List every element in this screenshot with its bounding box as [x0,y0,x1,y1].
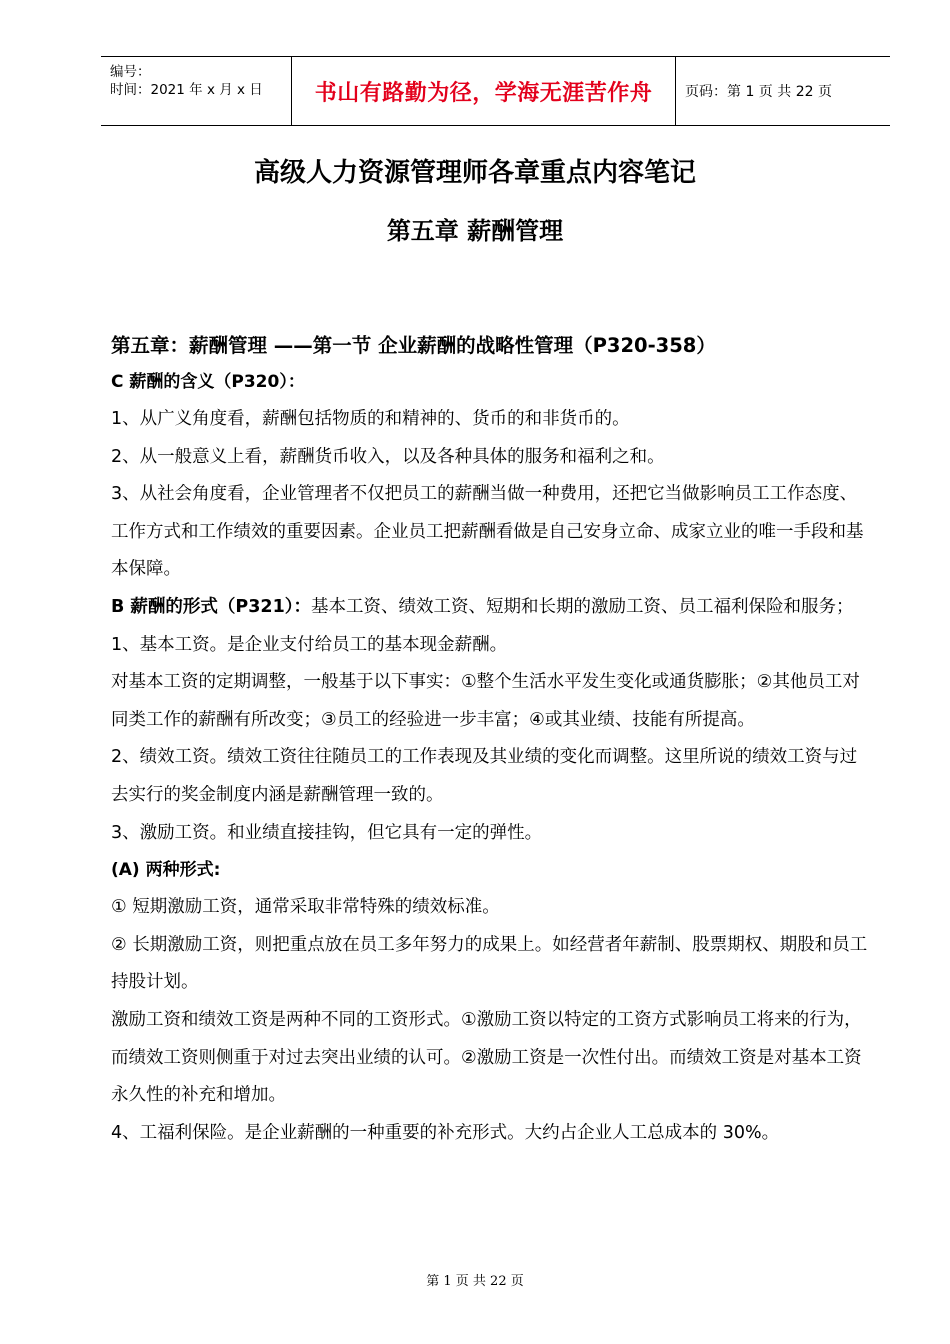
paragraph: 4、工福利保险。是企业薪酬的一种重要的补充形式。大约占企业人工总成本的 30%。 [111,1122,780,1143]
document-body [111,328,871,1152]
page-footer: 第 1 页 共 22 页 [426,1274,524,1289]
document-title: 高级人力资源管理师各章重点内容笔记 [253,158,696,188]
meaning-heading: C 薪酬的含义（P320）： [111,372,305,392]
section-heading: 第五章：薪酬管理 ——第一节 企业薪酬的战略性管理（P320-358） [111,334,716,357]
paragraph: 对基本工资的定期调整，一般基于以下事实：①整个生活水平发生变化或通货膨胀；②其他员工对同类工作的薪酬有所改变；③员工的经验进一步丰富；④或其业绩、技能有所提高。 [111,672,860,730]
header-page-info: 页码：第 1 页 共 22 页 [685,84,832,100]
paragraph: 2、绩效工资。绩效工资往往随员工的工作表现及其业绩的变化而调整。这里所说的绩效工资与过去实行的奖金制度内涵是薪酬管理一致的。 [111,747,858,805]
forms-heading: B 薪酬的形式（P321）： [111,596,312,617]
paragraph: 1、从广义角度看，薪酬包括物质的和精神的、货币的和非货币的。 [111,409,630,429]
header-table [101,56,890,126]
paragraph: 3、从社会角度看，企业管理者不仅把员工的薪酬当做一种费用，还把它当做影响员工工作态度、工作方式和工作绩效的重要因素。企业员工把薪酬看做是自己安身立命、成家立业的唯一手段和基本保障。 [111,484,864,580]
forms-paragraph [111,589,871,627]
header-divider [675,57,676,125]
forms-heading-rest: 基本工资、绩效工资、短期和长期的激励工资、员工福利保险和服务； [311,596,854,617]
paragraph: 激励工资和绩效工资是两种不同的工资形式。①激励工资以特定的工资方式影响员工将来的行为，而绩效工资则侧重于对过去突出业绩的认可。②激励工资是一次性付出。而绩效工资是对基本工资永久性的补充和增加。 [111,1009,862,1106]
paragraph: 2、从一般意义上看，薪酬货币收入，以及各种具体的服务和福利之和。 [111,446,665,467]
paragraph: ② 长期激励工资，则把重点放在员工多年努力的成果上。如经营者年薪制、股票期权、期股和员工持股计划。 [111,934,868,993]
paragraph: ① 短期激励工资，通常采取非常特殊的绩效标准。 [111,897,500,918]
header-meta [110,63,263,99]
header-motto: 书山有路勤为径，学海无涯苦作舟 [314,79,653,106]
two-forms-heading: (A) 两种形式: [111,860,221,881]
paragraph: 3、激励工资。和业绩直接挂钩，但它具有一定的弹性。 [111,822,543,843]
number-label: 编号： [110,64,151,80]
chapter-title: 第五章 薪酬管理 [386,217,564,245]
time-label: 时间：2021 年 x 月 x 日 [110,82,263,98]
paragraph: 1、基本工资。是企业支付给员工的基本现金薪酬。 [111,634,508,655]
